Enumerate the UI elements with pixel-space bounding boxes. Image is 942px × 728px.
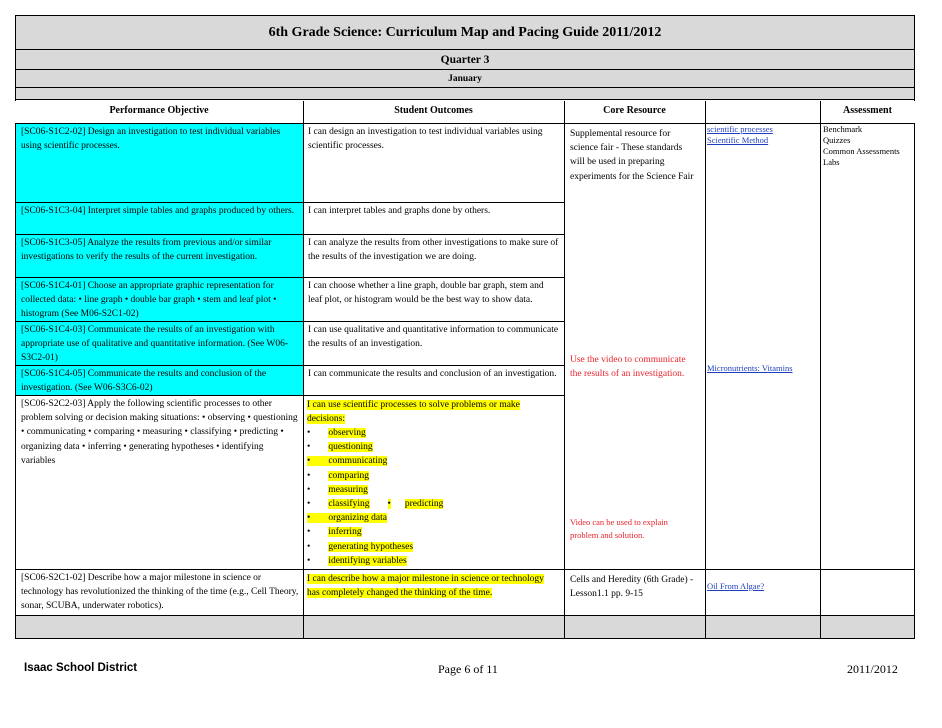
oil-from-algae-link[interactable]: Oil From Algae?: [707, 581, 765, 591]
quarter-label: Quarter 3: [15, 49, 915, 69]
column-divider: [303, 101, 304, 638]
objective-cell: [SC06-S1C2-02] Design an investigation to test individual variables using scientific processes.: [16, 124, 303, 202]
column-header-assessment: Assessment: [820, 101, 915, 123]
assessment-list: [820, 124, 915, 180]
month-label: January: [15, 69, 915, 87]
process-item: • comparing: [307, 470, 369, 481]
document-title: 6th Grade Science: Curriculum Map and Pacing Guide 2011/2012: [15, 15, 915, 49]
outcome-text: I can describe how a major milestone in science or technology has completely changed the thinking of the time.: [307, 574, 544, 599]
objective-cell: [SC06-S1C4-05] Communicate the results and conclusion of the investigation. (See W06-S3C6-02): [16, 365, 303, 395]
outcome-cell: I can use qualitative and quantitative information to communicate the results of an investigation.: [303, 321, 564, 365]
column-divider: [820, 101, 821, 638]
outcome-cell: I can analyze the results from other investigations to make sure of the results of the investigation we are doing.: [303, 234, 564, 277]
process-item: • observing: [307, 428, 366, 438]
table-end-bar: [16, 615, 914, 638]
objective-cell: [SC06-S1C4-01] Choose an appropriate graphic representation for collected data: • line graph • double bar graph • stem and leaf plot • histogram (See M06-S2C1-02): [16, 277, 303, 321]
objective-cell: [SC06-S2C2-03] Apply the following scientific processes to other problem solving or decision making situations: • observing • questioning • communicating • comparing • measuring • classifying • predicting • organizing data • inferring • generating hypotheses • identifying variables: [16, 395, 303, 569]
micronutrients-link[interactable]: Micronutrients: Vitamins: [707, 363, 793, 373]
outcome-cell: I can design an investigation to test individual variables using scientific processes.: [308, 127, 543, 152]
footer-year: 2011/2012: [847, 662, 898, 676]
outcome-cell: [303, 569, 564, 615]
scientific-processes-link[interactable]: scientific processes: [707, 124, 773, 134]
process-item: • classifying • predicting: [307, 499, 444, 510]
micronutrients-cell: [705, 363, 820, 377]
spacer-bar: [15, 87, 915, 99]
resource-textbook: Cells and Heredity (6th Grade) - Lesson1.1 pp. 9-15: [570, 575, 694, 600]
objective-cell: [SC06-S2C1-02] Describe how a major milestone in science or technology has revolutionized the thinking of the time (e.g., Cell Theory, sonar, SCUBA, underwater robotics).: [16, 569, 303, 615]
objective-cell: [SC06-S1C3-04] Interpret simple tables and graphs produced by others.: [16, 202, 303, 234]
process-list: [307, 426, 557, 568]
outcome-text: I can use scientific processes to solve problems or make decisions:: [307, 400, 520, 425]
resource-video-communicate: Use the video to communicate the results of an investigation.: [570, 355, 686, 380]
process-item: • communicating: [307, 456, 388, 467]
process-item: • measuring: [307, 484, 368, 495]
assessment-common: Common Assessments: [823, 146, 900, 156]
process-item: • inferring: [307, 527, 362, 538]
process-item: • identifying variables: [307, 555, 407, 566]
oil-from-algae-cell: [705, 581, 820, 595]
column-header-resource: Core Resource: [564, 101, 705, 123]
objective-cell: [SC06-S1C3-05] Analyze the results from previous and/or similar investigations to verify the results of the current investigation.: [16, 234, 303, 277]
objective-cell: [SC06-S1C4-03] Communicate the results of an investigation with appropriate use of qualitative and quantitative information. (See W06-S3C2-01): [16, 321, 303, 365]
column-header-outcomes: Student Outcomes: [303, 101, 564, 123]
footer-district: Isaac School District: [24, 662, 138, 674]
resource-supplemental: Supplemental resource for science fair - These standards will be used in preparing experiments for the Science Fair: [570, 129, 694, 182]
links-group: [705, 124, 820, 150]
assessment-benchmark: Benchmark: [823, 124, 863, 134]
assessment-labs: Labs: [823, 157, 840, 167]
footer-page: Page 6 of 11: [438, 662, 498, 676]
resource-video-explain: Video can be used to explain problem and solution.: [570, 517, 668, 540]
outcome-cell: I can communicate the results and conclusion of an investigation.: [303, 365, 564, 395]
outcome-cell: I can choose whether a line graph, double bar graph, stem and leaf plot, or histogram would be the best way to show data.: [303, 277, 564, 321]
outcome-cell: I can interpret tables and graphs done by others.: [303, 202, 564, 234]
process-item: • organizing data: [307, 513, 387, 524]
process-item: • generating hypotheses: [307, 541, 414, 552]
row-divider: [564, 569, 915, 570]
process-item: • questioning: [307, 442, 373, 453]
column-header-performance: Performance Objective: [15, 101, 303, 123]
curriculum-table: [15, 15, 915, 639]
scientific-method-link[interactable]: Scientific Method: [707, 135, 769, 145]
outcome-cell: [303, 395, 564, 569]
assessment-quizzes: Quizzes: [823, 135, 851, 145]
